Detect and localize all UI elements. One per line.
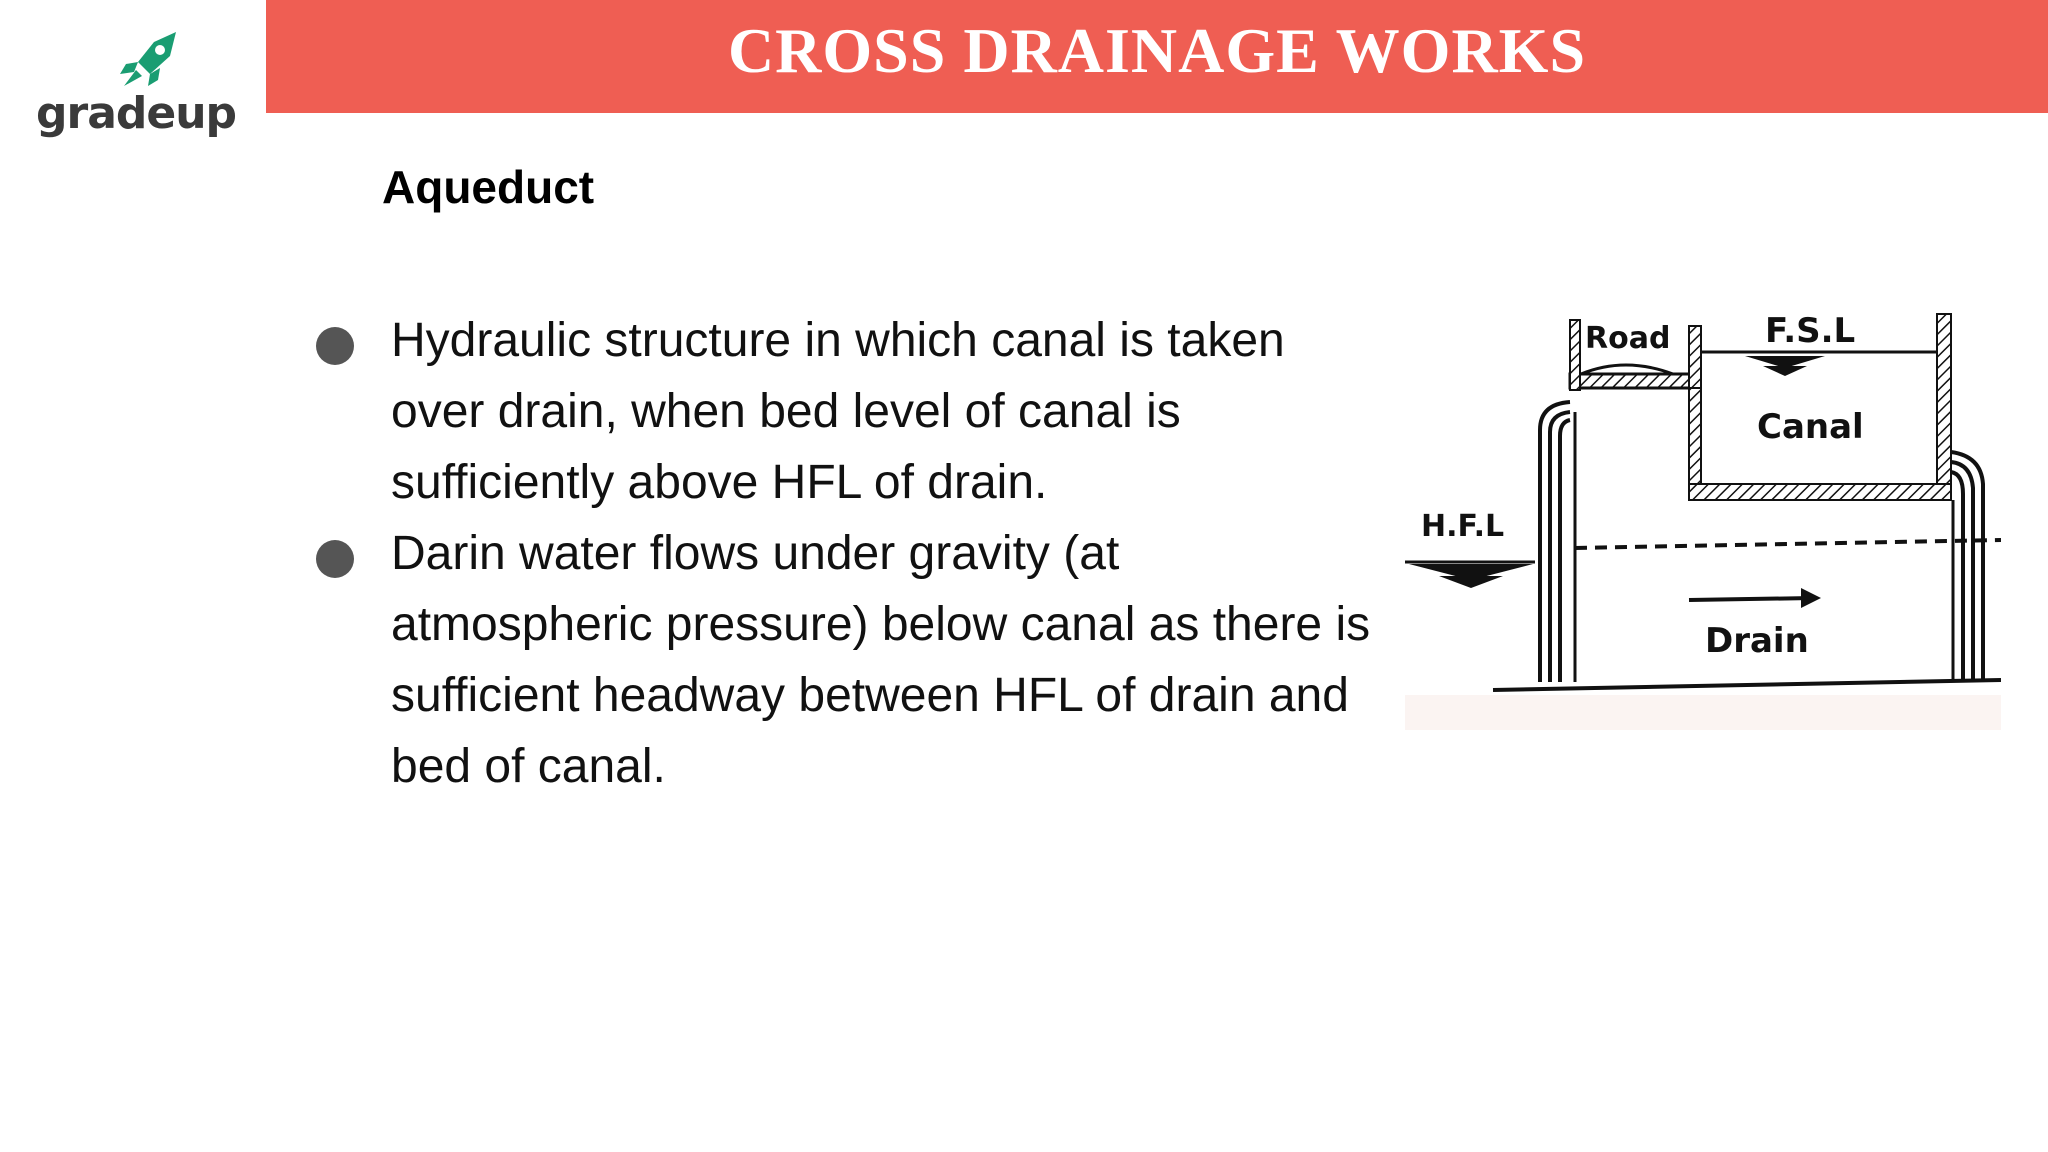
brand-name: gradeup: [36, 88, 237, 139]
label-road: Road: [1585, 321, 1671, 356]
title-banner: [266, 0, 2048, 113]
bullet-dot-icon: [316, 327, 354, 365]
flow-arrow: [1689, 598, 1813, 600]
canal-bed: [1689, 484, 1951, 500]
page-title: CROSS DRAINAGE WORKS: [727, 14, 1587, 86]
bullet-item: [316, 305, 1376, 518]
rocket-icon: [116, 28, 186, 92]
bullet-text: Darin water flows under gravity (at atmospheric pressure) below canal as there is sufficient headway between HFL of drain and bed of canal.: [391, 527, 1371, 793]
label-fsl: F.S.L: [1765, 311, 1856, 351]
bullet-list: [316, 305, 1376, 802]
label-drain: Drain: [1705, 621, 1809, 661]
label-canal: Canal: [1757, 407, 1864, 447]
canal-right-wall: [1937, 314, 1951, 500]
brand-logo: [36, 28, 236, 138]
section-heading: Aqueduct: [382, 161, 595, 213]
bullet-text: Hydraulic structure in which canal is taken over drain, when bed level of canal is sufficiently above HFL of drain.: [391, 314, 1285, 509]
bullet-dot-icon: [316, 540, 354, 578]
aqueduct-diagram: [1405, 300, 2001, 730]
bullet-item: [316, 518, 1376, 802]
label-hfl: H.F.L: [1421, 509, 1505, 544]
road-deck: [1570, 374, 1690, 388]
